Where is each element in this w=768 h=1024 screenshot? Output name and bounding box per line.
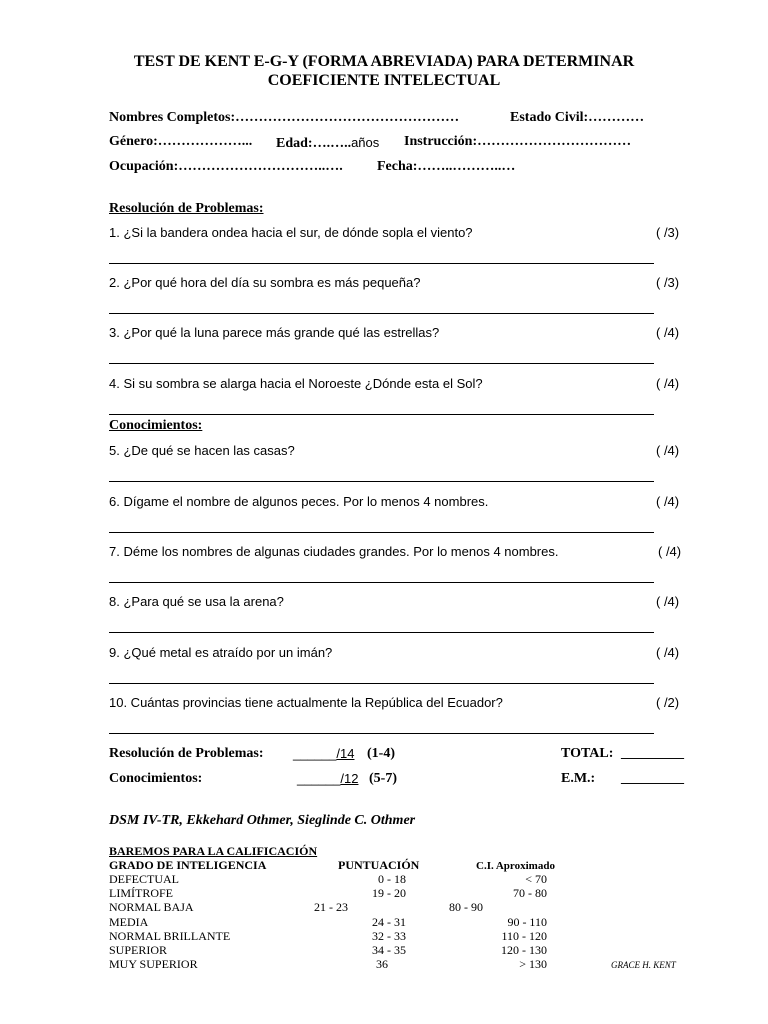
baremos-puntuacion: 19 - 20 — [372, 886, 406, 900]
baremos-heading: BAREMOS PARA LA CALIFICACIÓN — [109, 844, 318, 858]
summary-con-max: /12 — [340, 771, 359, 786]
question-score[interactable]: ( /4) — [656, 494, 680, 509]
ocupacion-field[interactable]: Ocupación:…………………………..…. — [109, 159, 343, 174]
question-score[interactable]: ( /3) — [656, 275, 680, 290]
summary-con-score[interactable] — [297, 771, 358, 786]
nombres-field[interactable]: Nombres Completos:………………………………………… — [109, 110, 460, 125]
genero-field[interactable]: Género:………………... — [109, 134, 253, 149]
baremos-grado: DEFECTUAL — [109, 872, 179, 886]
summary-con-label: Conocimientos: — [109, 771, 203, 786]
baremos-ci: 80 - 90 — [449, 900, 483, 914]
baremos-ci: 70 - 80 — [513, 886, 547, 900]
baremos-puntuacion: 32 - 33 — [372, 929, 406, 943]
question-text: 3. ¿Por qué la luna parece más grande qué las estrellas? — [109, 325, 440, 340]
baremos-grado: MEDIA — [109, 915, 149, 929]
summary-rp-range: (1-4) — [367, 746, 395, 761]
baremos-grado: MUY SUPERIOR — [109, 957, 198, 971]
section-heading-conocimientos: Conocimientos: — [109, 418, 203, 433]
baremos-ci: < 70 — [525, 872, 547, 886]
signature-text: GRACE H. KENT — [611, 960, 676, 970]
summary-con-range: (5-7) — [369, 771, 397, 786]
page-title-line2: COEFICIENTE INTELECTUAL — [267, 72, 501, 89]
answer-line[interactable] — [109, 582, 654, 583]
reference-citation: DSM IV-TR, Ekkehard Othmer, Sieglinde C. Othmer — [109, 813, 416, 828]
edad-field[interactable] — [276, 134, 379, 152]
answer-line[interactable] — [109, 313, 654, 314]
question-score[interactable]: ( /4) — [656, 645, 680, 660]
answer-line[interactable] — [109, 481, 654, 482]
edad-unit: años — [351, 135, 380, 150]
question-text: 9. ¿Qué metal es atraído por un imán? — [109, 645, 333, 660]
answer-line[interactable] — [109, 632, 654, 633]
estado-civil-field[interactable]: Estado Civil:………… — [510, 110, 645, 125]
question-score[interactable]: ( /2) — [656, 695, 680, 710]
baremos-grado: NORMAL BAJA — [109, 900, 194, 914]
baremos-col-ci: C.I. Aproximado — [476, 860, 555, 872]
baremos-puntuacion: 36 — [376, 957, 388, 971]
answer-line[interactable] — [109, 532, 654, 533]
baremos-ci: > 130 — [519, 957, 547, 971]
question-score[interactable]: ( /4) — [656, 594, 680, 609]
baremos-ci: 90 - 110 — [507, 915, 547, 929]
answer-line[interactable] — [109, 263, 654, 264]
fecha-field[interactable]: Fecha:……..………..… — [377, 159, 516, 174]
baremos-grado: LIMÍTROFE — [109, 886, 173, 900]
baremos-col-puntuacion: PUNTUACIÓN — [338, 858, 420, 872]
summary-rp-max: /14 — [336, 746, 355, 761]
question-text: 5. ¿De qué se hacen las casas? — [109, 443, 295, 458]
question-text: 2. ¿Por qué hora del día su sombra es más pequeña? — [109, 275, 421, 290]
total-blank[interactable]: _________ — [621, 746, 684, 761]
answer-line[interactable] — [109, 363, 654, 364]
baremos-puntuacion: 34 - 35 — [372, 943, 406, 957]
question-score[interactable]: ( /4) — [656, 443, 680, 458]
question-text: 4. Si su sombra se alarga hacia el Noroeste ¿Dónde esta el Sol? — [109, 376, 483, 391]
question-text: 1. ¿Si la bandera ondea hacia el sur, de dónde sopla el viento? — [109, 225, 473, 240]
question-score[interactable]: ( /3) — [656, 225, 680, 240]
baremos-ci: 120 - 130 — [501, 943, 547, 957]
instruccion-field[interactable]: Instrucción:…………………………… — [404, 134, 632, 149]
baremos-puntuacion: 24 - 31 — [372, 915, 406, 929]
summary-con-blank: ______ — [297, 771, 341, 786]
baremos-puntuacion: 21 - 23 — [314, 900, 348, 914]
summary-rp-blank: ______ — [293, 746, 337, 761]
summary-rp-label: Resolución de Problemas: — [109, 746, 264, 761]
question-score[interactable]: ( /4) — [656, 325, 680, 340]
edad-label: Edad: — [276, 136, 313, 151]
em-label: E.M.: — [561, 771, 596, 786]
answer-line[interactable] — [109, 683, 654, 684]
edad-dots: ….….. — [312, 136, 352, 151]
question-score[interactable]: ( /4) — [658, 544, 682, 559]
baremos-puntuacion: 0 - 18 — [378, 872, 406, 886]
baremos-grado: NORMAL BRILLANTE — [109, 929, 231, 943]
baremos-grado: SUPERIOR — [109, 943, 168, 957]
question-text: 7. Déme los nombres de algunas ciudades grandes. Por lo menos 4 nombres. — [109, 544, 559, 559]
answer-line[interactable] — [109, 733, 654, 734]
question-text: 6. Dígame el nombre de algunos peces. Por lo menos 4 nombres. — [109, 494, 489, 509]
baremos-ci: 110 - 120 — [501, 929, 547, 943]
section-heading-problemas: Resolución de Problemas: — [109, 201, 264, 216]
question-text: 8. ¿Para qué se usa la arena? — [109, 594, 284, 609]
total-label: TOTAL: — [561, 746, 614, 761]
page-title-line1: TEST DE KENT E-G-Y (FORMA ABREVIADA) PARA DETERMINAR — [133, 53, 635, 70]
baremos-col-grado: GRADO DE INTELIGENCIA — [109, 858, 267, 872]
summary-rp-score[interactable] — [293, 746, 354, 761]
question-text: 10. Cuántas provincias tiene actualmente la República del Ecuador? — [109, 695, 503, 710]
question-score[interactable]: ( /4) — [656, 376, 680, 391]
answer-line[interactable] — [109, 414, 654, 415]
em-blank[interactable]: _________ — [621, 771, 684, 786]
